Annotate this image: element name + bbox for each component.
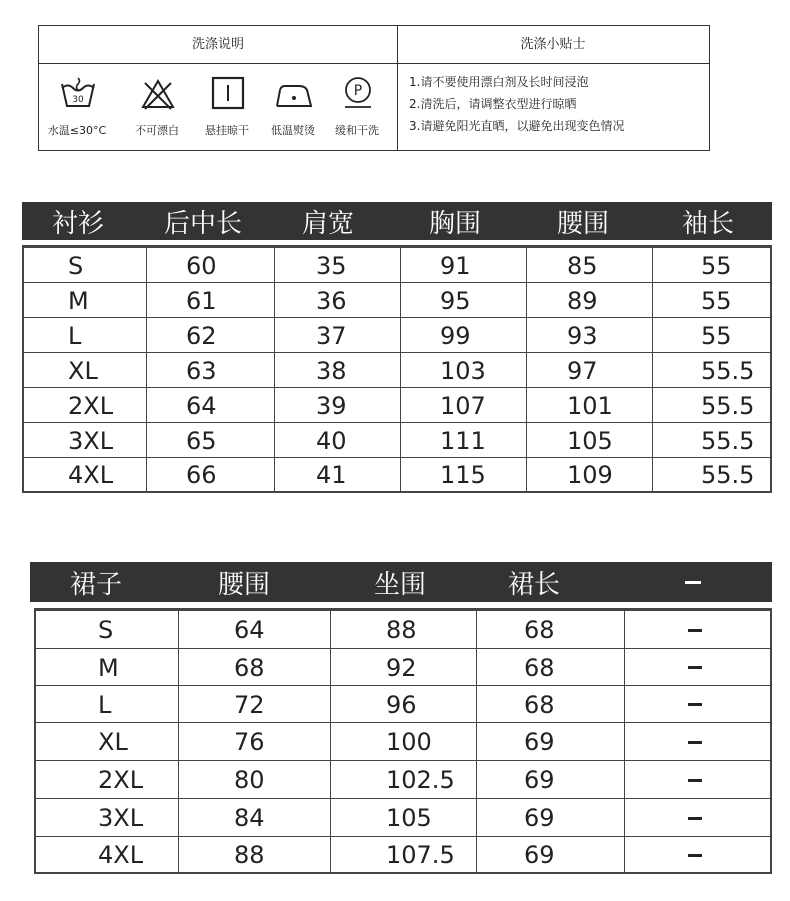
care-label: 不可漂白: [135, 124, 179, 137]
value-cell: 93: [567, 321, 598, 350]
value-cell: 111: [440, 426, 486, 455]
table-row: [36, 685, 770, 723]
table-row: [24, 352, 770, 388]
value-cell: 72: [234, 690, 265, 719]
dash-mark: [688, 666, 702, 669]
dash-cell: [688, 649, 702, 686]
care-instructions-box: [38, 25, 710, 151]
value-cell: 103: [440, 356, 486, 385]
table-row: [24, 457, 770, 492]
care-label: 悬挂晾干: [205, 124, 249, 137]
value-cell: 115: [440, 461, 486, 489]
care-label: 缓和干洗: [335, 124, 379, 137]
care-instructions-title: 洗涤说明: [191, 37, 244, 52]
size-cell: M: [98, 653, 119, 682]
value-cell: 68: [524, 690, 555, 719]
value-cell: 107.5: [386, 841, 455, 869]
dash-cell: [688, 723, 702, 761]
value-cell: 69: [524, 766, 555, 794]
low-iron-icon: [275, 76, 313, 112]
size-cell: 3XL: [98, 804, 144, 832]
value-cell: 68: [524, 653, 555, 682]
value-cell: 99: [440, 321, 471, 350]
value-cell: 69: [524, 804, 555, 832]
value-cell: 80: [234, 766, 265, 794]
value-cell: 107: [440, 391, 486, 420]
value-cell: 55: [701, 286, 732, 315]
value-cell: 96: [386, 690, 417, 719]
size-cell: XL: [98, 728, 128, 756]
value-cell: 76: [234, 728, 265, 756]
table-row: [24, 317, 770, 353]
size-cell: 4XL: [68, 461, 114, 489]
value-cell: 66: [186, 461, 217, 489]
value-cell: 85: [567, 251, 598, 280]
care-header-divider: [39, 63, 709, 64]
dash-mark: [688, 629, 702, 632]
svg-text:P: P: [353, 83, 363, 99]
shirt-header-cell: 腰围: [557, 208, 610, 239]
value-cell: 92: [386, 653, 417, 682]
table-row: [24, 422, 770, 458]
skirt-header-cell: 裙长: [508, 569, 561, 600]
dry-clean-p-icon: [339, 76, 377, 112]
dash-cell: [688, 686, 702, 723]
value-cell: 63: [186, 356, 217, 385]
dash-mark: [688, 703, 702, 706]
care-label: 水温≤30°C: [47, 124, 107, 137]
size-cell: S: [68, 251, 84, 280]
care-item-wash: [41, 74, 113, 144]
shirt-table-body: [22, 245, 772, 493]
table-row: [24, 387, 770, 423]
dash-cell: [688, 611, 702, 649]
value-cell: 69: [524, 841, 555, 869]
skirt-table-header: [30, 562, 772, 602]
size-cell: M: [68, 286, 89, 315]
value-cell: 55.5: [701, 391, 755, 420]
care-item-hang-dry: [191, 74, 263, 144]
table-row: [36, 648, 770, 686]
svg-text:30: 30: [72, 95, 84, 105]
skirt-header-cell: 裙子: [70, 569, 123, 600]
value-cell: 39: [316, 391, 347, 420]
dash-cell: [688, 799, 702, 837]
value-cell: 60: [186, 251, 217, 280]
dash-mark: [688, 854, 702, 857]
table-row: [36, 760, 770, 799]
value-cell: 38: [316, 356, 347, 385]
size-cell: 4XL: [98, 841, 144, 869]
dash-mark: [688, 779, 702, 782]
value-cell: 55.5: [701, 426, 755, 455]
value-cell: 64: [186, 391, 217, 420]
value-cell: 36: [316, 286, 347, 315]
value-cell: 109: [567, 461, 613, 489]
dash-mark: [688, 741, 702, 744]
skirt-table-body: [34, 608, 772, 874]
value-cell: 41: [316, 461, 347, 489]
size-cell: L: [98, 690, 112, 719]
size-cell: L: [68, 321, 82, 350]
care-tip: 3.请避免阳光直晒，以避免出现变色情况: [409, 119, 625, 133]
shirt-header-cell: 肩宽: [302, 208, 355, 239]
care-item-dry-clean: [321, 74, 393, 144]
value-cell: 88: [386, 616, 417, 644]
value-cell: 100: [386, 728, 432, 756]
value-cell: 84: [234, 804, 265, 832]
value-cell: 97: [567, 356, 598, 385]
care-tips-list: [409, 71, 709, 137]
table-row: [36, 836, 770, 873]
skirt-header-cell: 腰围: [218, 569, 271, 600]
value-cell: 95: [440, 286, 471, 315]
table-row: [24, 247, 770, 283]
table-row: [36, 722, 770, 761]
value-cell: 62: [186, 321, 217, 350]
value-cell: 55: [701, 321, 732, 350]
value-cell: 68: [234, 653, 265, 682]
care-label: 低温熨烫: [271, 124, 315, 137]
shirt-table-header: [22, 202, 772, 240]
shirt-size-table: [22, 202, 772, 493]
value-cell: 55.5: [701, 461, 755, 489]
care-item-low-iron: [257, 74, 329, 144]
value-cell: 91: [440, 251, 471, 280]
value-cell: 55: [701, 251, 732, 280]
care-tips-title: 洗涤小贴士: [520, 37, 586, 52]
skirt-header-cell: 坐围: [374, 569, 427, 600]
dash-mark: [685, 581, 701, 584]
care-item-no-bleach: [121, 74, 193, 144]
value-cell: 37: [316, 321, 347, 350]
table-row: [36, 798, 770, 837]
size-cell: 3XL: [68, 426, 114, 455]
value-cell: 105: [386, 804, 432, 832]
size-cell: XL: [68, 356, 98, 385]
value-cell: 40: [316, 426, 347, 455]
size-cell: S: [98, 616, 114, 644]
dash-cell: [688, 837, 702, 873]
size-cell: 2XL: [98, 766, 144, 794]
size-cell: 2XL: [68, 391, 114, 420]
skirt-header-dash: [685, 562, 701, 602]
value-cell: 89: [567, 286, 598, 315]
value-cell: 65: [186, 426, 217, 455]
value-cell: 68: [524, 616, 555, 644]
value-cell: 64: [234, 616, 265, 644]
dash-mark: [688, 817, 702, 820]
value-cell: 61: [186, 286, 217, 315]
value-cell: 105: [567, 426, 613, 455]
wash-30-icon: [59, 76, 97, 112]
care-tip: 2.清洗后，请调整衣型进行晾晒: [409, 97, 577, 111]
table-row: [24, 282, 770, 318]
shirt-header-cell: 后中长: [164, 208, 243, 239]
care-column-divider: [397, 26, 398, 150]
shirt-header-cell: 袖长: [682, 208, 735, 239]
value-cell: 55.5: [701, 356, 755, 385]
value-cell: 88: [234, 841, 265, 869]
value-cell: 101: [567, 391, 613, 420]
shirt-header-cell: 胸围: [429, 208, 482, 239]
value-cell: 102.5: [386, 766, 455, 794]
value-cell: 69: [524, 728, 555, 756]
hang-dry-icon: [209, 76, 247, 112]
dash-cell: [688, 761, 702, 799]
care-tip: 1.请不要使用漂白剂及长时间浸泡: [409, 75, 589, 89]
shirt-header-cell: 衬衫: [52, 208, 105, 239]
table-row: [36, 610, 770, 649]
no-bleach-icon: [139, 76, 177, 112]
skirt-size-table: [30, 562, 772, 874]
value-cell: 35: [316, 251, 347, 280]
